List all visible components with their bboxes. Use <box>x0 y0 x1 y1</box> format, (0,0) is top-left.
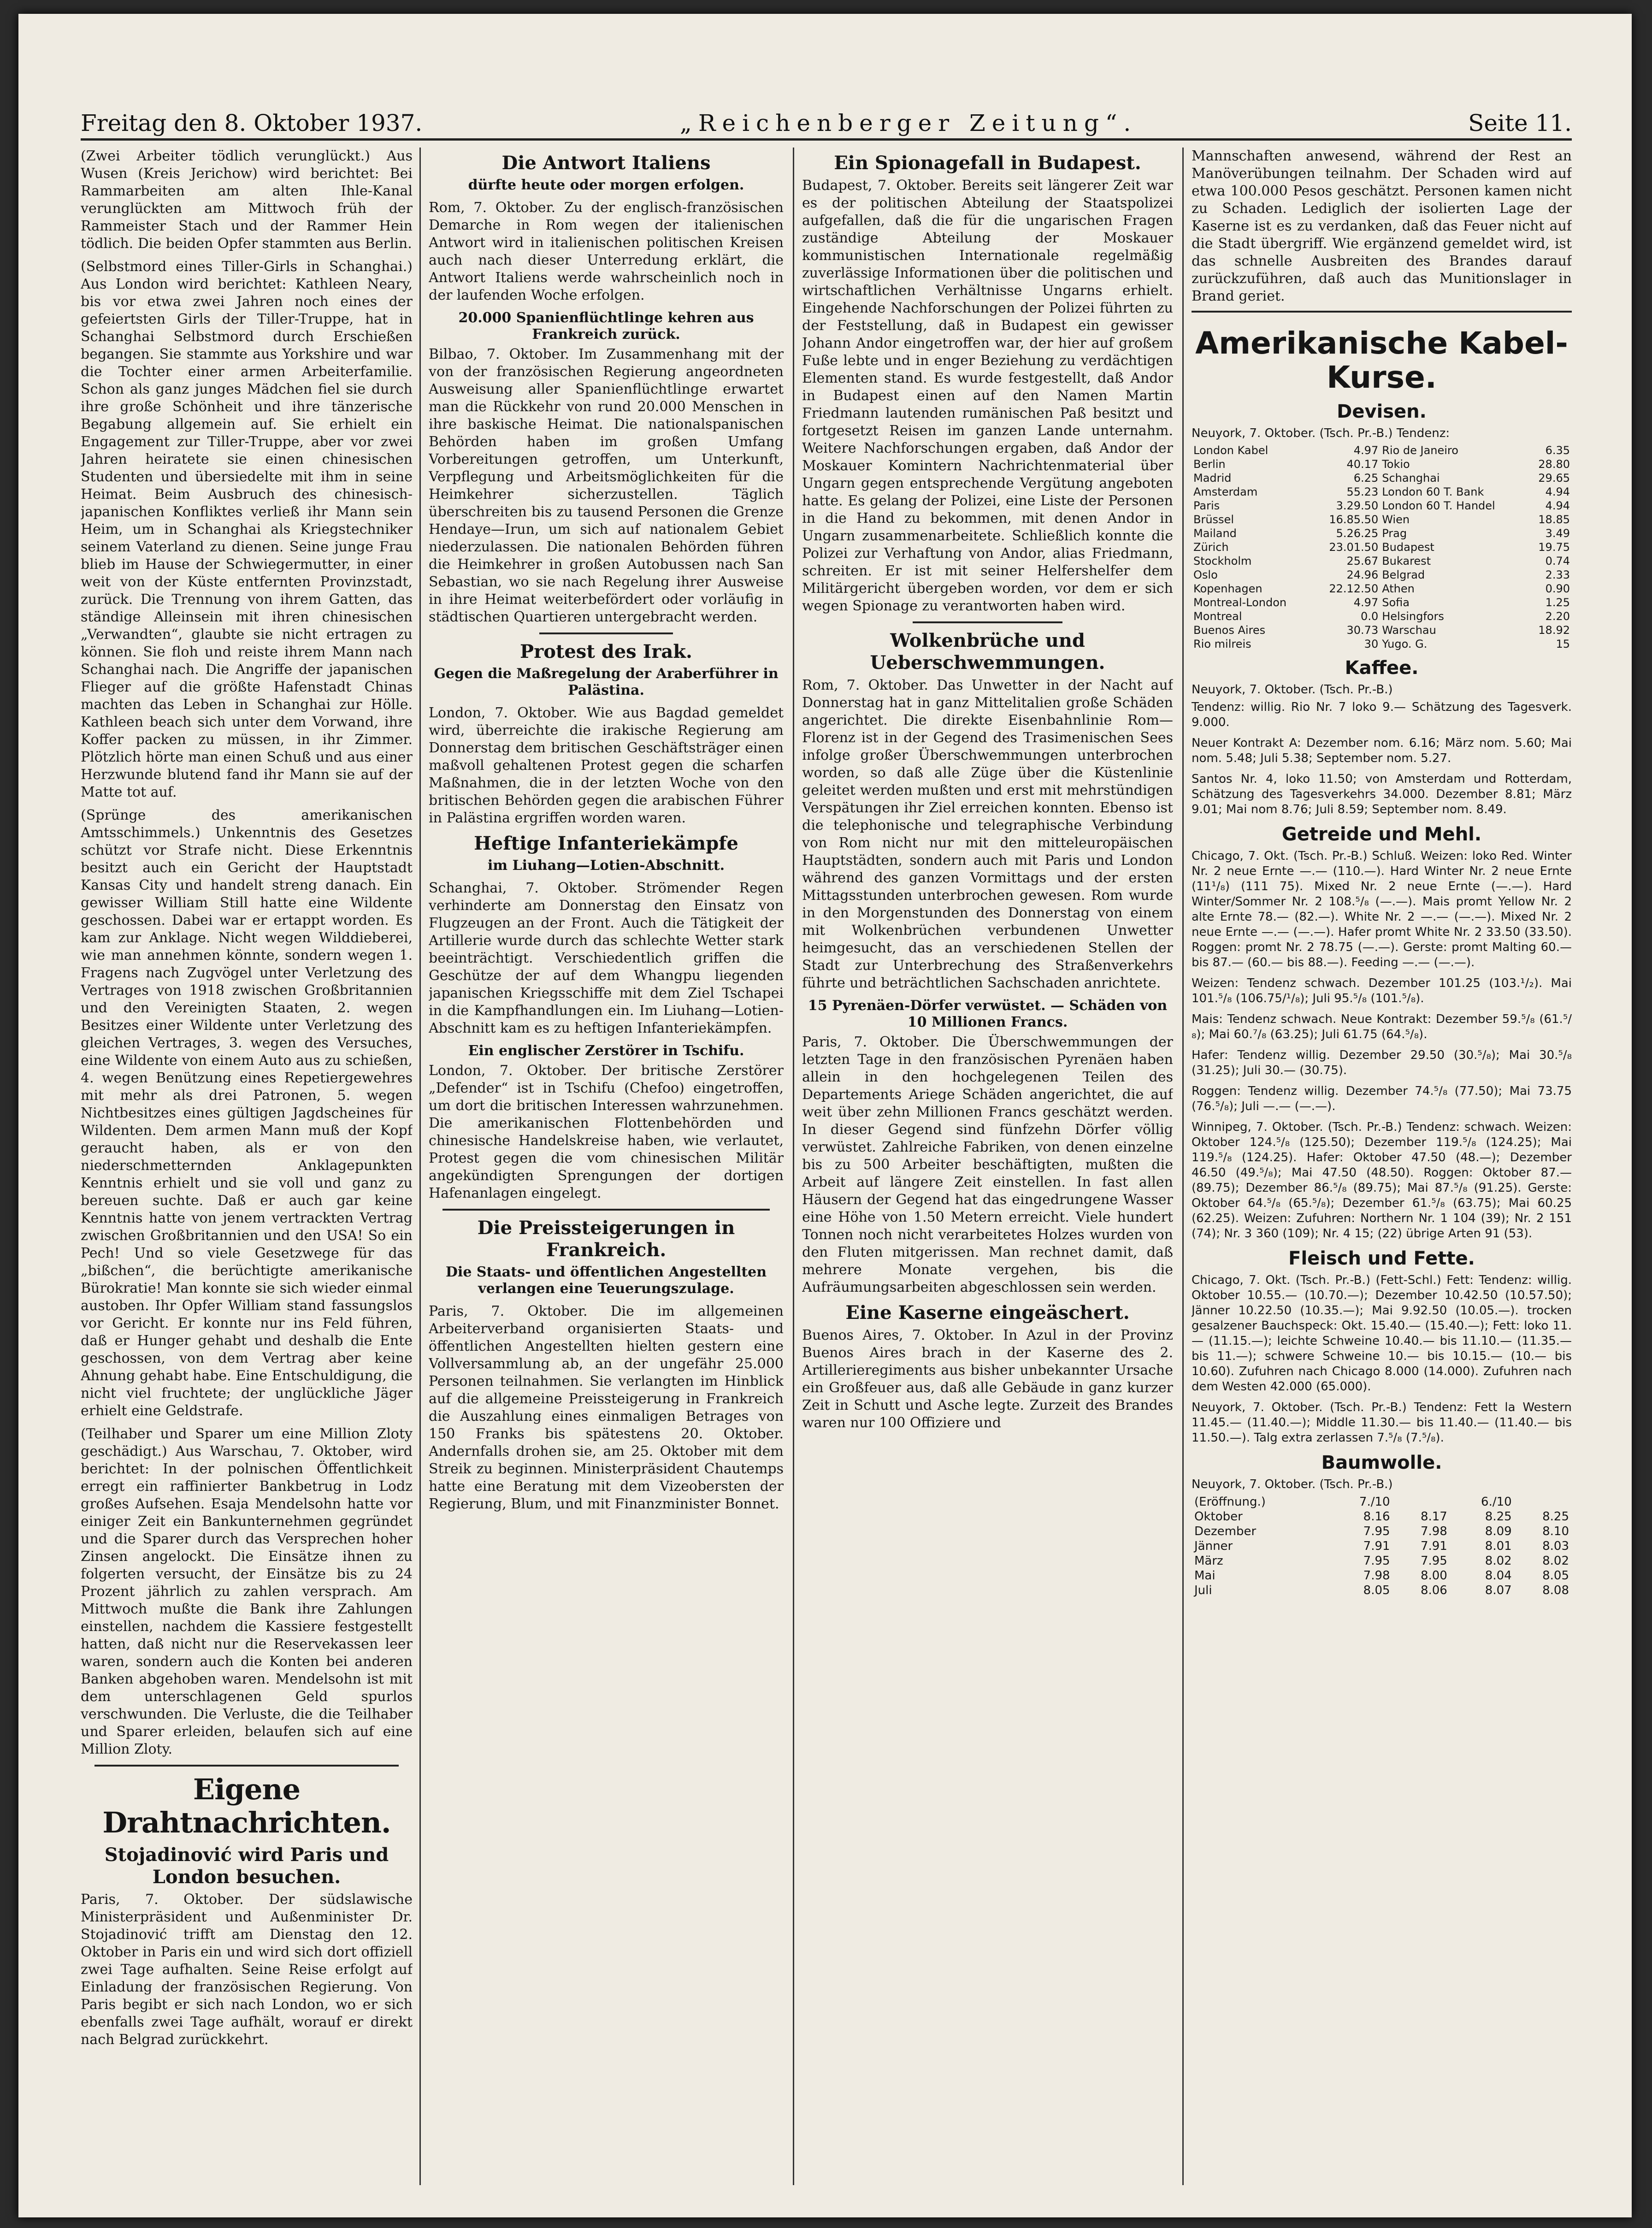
article-text: Mannschaften anwesend, während der Rest an Manöverübungen teilnahm. Der Schaden wird auf etwa 100.000 Pesos geschätzt. Personen kamen nicht zu Schaden. Lediglich der isolierten Lage der Kaserne ist es zu verdanken, daß das Feuer nicht auf die Stadt übergriff. Wie ergänzend gemeldet wird, ist das schnelle Ausbreiten des Brandes darauf zurückzuführen, daß auch das Munitionslager in Brand geriet. <box>1192 148 1572 304</box>
article-text: Buenos Aires, 7. Oktober. In Azul in der Provinz Buenos Aires brach in der Kaserne des 2. Artillerieregiments aus bisher unbekannter Ursache ein Großfeuer aus, daß alle Gebäude in ganz kurzer Zeit in Schutt und Asche legte. Zurzeit des Brandes waren nur 100 Offiziere und <box>802 1327 1173 1431</box>
price-value: 8.25 <box>1485 1510 1512 1524</box>
price-value: 8.00 <box>1420 1569 1447 1583</box>
headline: Heftige Infanteriekämpfe <box>474 833 738 854</box>
headline: Die Preissteigerungen in Frankreich. <box>477 1217 735 1261</box>
column-4 <box>1192 148 1572 2185</box>
column-2 <box>429 148 784 2185</box>
kaffee-header: Neuyork, 7. Oktober. (Tsch. Pr.-B.) <box>1192 683 1393 697</box>
market-text: Winnipeg, 7. Oktober. (Tsch. Pr.-B.) Tendenz: schwach. Weizen: Oktober 124.⁵/₈ (125.50); Dezember 119.⁵/₈ (124.25); Mai 119.⁵/₈ (124.25). Hafer: Oktober 47.50 (48.—); Dezember 46.50 (49.⁵/₈); Mai 47.50 (48.50). Roggen: Oktober 87.— (89.75); Dezember 86.⁵/₈ (89.75); Mai 87.⁵/₈ (91.25). Gerste: Oktober 64.⁵/₈ (65.⁵/₈); Dezember 61.⁵/₈ (63.75); Mai 60.25 (62.25). Weizen: Zufuhren: Northern Nr. 1 104 (39); Nr. 2 151 (74); Nr. 3 360 (109); Nr. 4 15; (22) übrige Arten 91 (53). <box>1192 1120 1572 1241</box>
currency-name: Bukarest <box>1382 555 1431 567</box>
table-row <box>1192 1524 1572 1539</box>
column-header <box>1515 1495 1572 1509</box>
separator <box>1192 311 1572 313</box>
currency-rate: 4.94 <box>1545 499 1570 512</box>
devisen-row <box>1192 596 1572 609</box>
currency-rate: 3.29.50 <box>1336 499 1379 512</box>
article-text: (Selbstmord eines Tiller-Girls in Schanghai.) Aus London wird berichtet: Kathleen Neary, bis vor etwa zwei Jahren noch eines der gefeiertsten Girls der Tiller-Truppe, hat in Schanghai Selbstmord durch Erschießen begangen. Sie stammte aus Yorkshire und war die Tochter einer armen Arbeiterfamilie. Schon als ganz junges Mädchen fiel sie durch ihre große Schönheit und ihre tänzerische Begabung allgemein auf. Sie erhielt ein Engagement zur Tiller-Truppe, aber vor zwei Jahren heiratete sie einen chinesischen Studenten und übersiedelte mit ihm in seine Heimat. Beim Ausbruch des chinesisch-japanischen Konfliktes verließ ihr Mann sein Heim, um in Schanghai als Kriegstechniker seinem Vaterland zu dienen. Seine junge Frau blieb im Hause der Schwiegermutter, in einer weit von der Küste entfernten Provinzstadt, zurück. Die Trennung von ihrem Gatten, das ständige Alleinsein mit ihren chinesischen „Verwandten“, glaubte sie nicht ertragen zu können. Sie floh und reiste ihrem Mann nach Schanghai nach. Die Angriffe der japanischen Flieger auf die größte Hafenstadt Chinas machten das Leben in Schanghai zur Hölle. Kathleen beach sich unter dem Vorwand, ihre Koffer packen zu müssen, in ihr Zimmer. Plötzlich hörte man einen Schuß und aus einer Herzwunde blutend fand ihr Mann sie auf der Matte tot auf. <box>81 259 413 800</box>
currency-name: London 60 T. Handel <box>1382 499 1495 512</box>
headline: Die Antwort Italiens <box>502 152 711 174</box>
devisen-row <box>1192 540 1572 554</box>
currency-name: Berlin <box>1193 458 1226 471</box>
price-value: 8.09 <box>1485 1525 1512 1538</box>
article-text: Paris, 7. Oktober. Die im allgemeinen Arbeiterverband organisierten Staats- und öffentlichen Angestellten hielten gestern eine Vollversammlung ab, an der ungefähr 25.000 Personen teilnahmen. Sie verlangten im Hinblick auf die allgemeine Preissteigerung in Frankreich die Auszahlung eines einmaligen Betrages von 150 Franks bis spätestens 20. Oktober. Andernfalls drohen sie, am 25. Oktober mit dem Streik zu beginnen. Ministerpräsident Chautemps hatte eine Beratung mit dem Vizeobersten der Regierung, Blum, und mit Finanzminister Bonnet. <box>429 1303 784 1512</box>
devisen-row <box>1192 637 1572 651</box>
currency-rate: 6.35 <box>1545 444 1570 457</box>
header-date: Freitag den 8. Oktober 1937. <box>81 110 423 136</box>
table-row <box>1192 1539 1572 1554</box>
devisen-row <box>1192 526 1572 540</box>
column-header: 6./10 <box>1481 1495 1512 1509</box>
article-text: (Sprünge des amerikanischen Amtsschimmels.) Unkenntnis des Gesetzes schützt vor Strafe nicht. Diese Erkenntnis besitzt auch ein Gericht der Hauptstadt Kansas City und handelt streng danach. Ein gewisser William Still hatte eine Wildente geschossen. Dabei war er ertappt worden. Es kam zur Anklage. Nicht wegen Wilddieberei, wie man annehmen könnte, sondern wegen 1. Fragens nach Zugvögel unter Verletzung des Vertrages von 1918 zwischen Großbritannien und den Vereinigten Staaten, 2. wegen Besitzes einer Wildente unter Verletzung des gleichen Vertrages, 3. wegen des Versuches, eine Wildente von einem Auto aus zu schießen, 4. wegen Benützung eines Repetiergewehres mit mehr als drei Patronen, 5. wegen Nichtbesitzes eines gültigen Jagdscheines für Wildenten. Dem armen Mann muß der Kopf geraucht haben, als er von den niederschmetternden Anklagepunkten Kenntnis erhielt und sie voll und ganz zu bereuen suchte. Daß er auch gar keine Kenntnis hatte von jenem vertrackten Vertrag zwischen Großbritannien und den USA! So ein Pech! Und so viele Gesetzwege für das „bißchen“, die berüchtigte amerikanische Bürokratie! Man konnte sie sich wieder einmal austoben. Ihr Opfer William stand fassungslos vor Gericht. Er konnte nur ins Feld führen, daß er Hunger gehabt und deshalb die Ente geschossen, von dem Vertrag aber keine Ahnung gehabt habe. Eine Entschuldigung, die nicht viel fruchtete; der unglückliche Jäger erhielt eine Geldstrafe. <box>81 807 413 1419</box>
column-3 <box>802 148 1173 2185</box>
headline: 20.000 Spanienflüchtlinge kehren aus Frankreich zurück. <box>458 310 754 343</box>
currency-name: Tokio <box>1382 458 1410 471</box>
headline: 15 Pyrenäen-Dörfer verwüstet. — Schäden von 10 Millionen Francs. <box>808 998 1168 1030</box>
subheadline: im Liuhang—Lotien-Abschnitt. <box>487 857 725 874</box>
column-header <box>1393 1495 1450 1509</box>
separator <box>913 621 1062 623</box>
month-label: Oktober <box>1194 1510 1243 1524</box>
currency-name: Budapest <box>1382 541 1434 554</box>
devisen-row <box>1192 554 1572 568</box>
price-value: 8.07 <box>1485 1584 1512 1597</box>
currency-rate: 55.23 <box>1346 485 1379 498</box>
currency-name: Stockholm <box>1193 555 1252 567</box>
fleisch-heading: Fleisch und Fette. <box>1288 1248 1475 1269</box>
price-value: 7.91 <box>1420 1539 1447 1553</box>
price-value: 8.05 <box>1542 1569 1569 1583</box>
currency-rate: 2.33 <box>1545 568 1570 581</box>
market-text: Roggen: Tendenz willig. Dezember 74.⁵/₈ (77.50); Mai 73.75 (76.⁵/₈); Juli —.— (—.—). <box>1192 1084 1572 1113</box>
devisen-row <box>1192 568 1572 582</box>
currency-name: Madrid <box>1193 472 1232 485</box>
article-text: Rom, 7. Oktober. Das Unwetter in der Nacht auf Donnerstag hat in ganz Mittelitalien große Schäden angerichtet. Die direkte Eisenbahnlinie Rom—Florenz ist in der Gegend des Trasimenischen Sees infolge großer Überschwemmungen unterbrochen worden, so daß alle Züge über die Küstenlinie geleitet werden mußten und erst mit mehrstündigen Verspätungen ihr Ziel erreichen konnten. Ebenso ist die telephonische und telegraphische Verbindung von Rom nicht nur mit den mitteleuropäischen Hauptstädten, sondern auch mit Paris und London während des ganzen Vormittags und der ersten Mittagsstunden unterbrochen gewesen. Rom wurde in den Morgenstunden des Donnerstag von einem mit Wolkenbrüchen verbundenen Unwetter heimgesucht, das an verschiedenen Stellen der Stadt zur Unterbrechung des Straßenverkehrs führte und beträchtlichen Sachschaden anrichtete. <box>802 677 1173 991</box>
currency-name: Belgrad <box>1382 568 1425 581</box>
price-value: 7.98 <box>1420 1525 1447 1538</box>
currency-name: Amsterdam <box>1193 485 1258 498</box>
table-row <box>1192 1509 1572 1524</box>
currency-rate: 23.01.50 <box>1329 541 1379 554</box>
price-value: 8.10 <box>1542 1525 1569 1538</box>
currency-rate: 25.67 <box>1346 555 1379 567</box>
price-value: 8.08 <box>1542 1584 1569 1597</box>
article-text: (Zwei Arbeiter tödlich verunglückt.) Aus Wusen (Kreis Jerichow) wird berichtet: Bei Rammarbeiten am alten Ihle-Kanal verunglückten am Mittwoch früh der Rammeister Stach und der Rammer Hein tödlich. Die beiden Opfer stammten aus Berlin. <box>81 148 413 252</box>
headline: Ein englischer Zerstörer in Tschifu. <box>468 1043 744 1059</box>
market-text: Tendenz: willig. Rio Nr. 7 loko 9.— Schätzung des Tagesverk. 9.000. <box>1192 700 1572 729</box>
baumwolle-table <box>1192 1495 1572 1598</box>
column-divider <box>419 148 421 2185</box>
currency-name: Warschau <box>1382 624 1436 637</box>
month-label: Juli <box>1194 1584 1212 1597</box>
currency-name: Schanghai <box>1382 472 1440 485</box>
price-value: 7.95 <box>1363 1554 1390 1568</box>
header-title: „Reichenberger Zeitung“. <box>680 110 1138 136</box>
currency-rate: 16.85.50 <box>1329 513 1379 526</box>
currency-rate: 30 <box>1364 638 1379 650</box>
price-value: 7.95 <box>1363 1525 1390 1538</box>
currency-name: Buenos Aires <box>1193 624 1266 637</box>
currency-name: Paris <box>1193 499 1220 512</box>
market-title: Amerikanische Kabel-Kurse. <box>1195 325 1568 395</box>
currency-name: Montreal-London <box>1193 596 1287 609</box>
currency-rate: 4.97 <box>1353 596 1379 609</box>
devisen-row <box>1192 623 1572 637</box>
price-value: 8.03 <box>1542 1539 1569 1553</box>
table-row <box>1192 1583 1572 1598</box>
currency-rate: 0.0 <box>1361 610 1379 623</box>
currency-name: Rio de Janeiro <box>1382 444 1458 457</box>
price-value: 8.04 <box>1485 1569 1512 1583</box>
baumwolle-heading: Baumwolle. <box>1321 1452 1442 1473</box>
currency-name: London 60 T. Bank <box>1382 485 1484 498</box>
separator <box>94 1765 399 1767</box>
currency-rate: 24.96 <box>1346 568 1379 581</box>
currency-rate: 3.49 <box>1545 527 1570 540</box>
market-text: Chicago, 7. Okt. (Tsch. Pr.-B.) (Fett-Schl.) Fett: Tendenz: willig. Oktober 10.55.— (10.70.—); Dezember 10.42.50 (10.57.50); Jänner 10.22.50 (10.35.—); Mai 9.92.50 (10.05.—). trocken gesalzener Bauchspeck: Okt. 15.40.— (15.40.—); Fett: loko 11.— (11.15.—); leichte Schweine 10.40.— bis 11.10.— (11.35.— bis 11.—); schwere Schweine 10.— bis 10.15.— (10.— bis 10.60). Zufuhren nach Chicago 8.000 (14.000). Zufuhren nach dem Westen 42.000 (65.000). <box>1192 1273 1572 1394</box>
article-text: Paris, 7. Oktober. Der südslawische Ministerpräsident und Außenminister Dr. Stojadinović trifft am Dienstag den 12. Oktober in Paris ein und wird sich dort offiziell zwei Tage aufhalten. Seine Reise erfolgt auf Einladung der französischen Regierung. Von Paris begibt er sich nach London, wo er sich ebenfalls zwei Tage aufhält, worauf er direkt nach Belgrad zurückkehrt. <box>81 1891 413 2048</box>
currency-rate: 2.20 <box>1545 610 1570 623</box>
table-row <box>1192 1554 1572 1568</box>
devisen-row <box>1192 609 1572 623</box>
currency-name: Athen <box>1382 582 1415 595</box>
article-text: (Teilhaber und Sparer um eine Million Zloty geschädigt.) Aus Warschau, 7. Oktober, wird berichtet: In der polnischen Öffentlichkeit erregt ein raffinierter Bankbetrug in Lodz großes Aufsehen. Esaja Mendelsohn hatte vor einiger Zeit ein Bankunternehmen gegründet und die Sparer durch das Versprechen hoher Zinsen angelockt. Die Einsätze ihnen zu folgerten versucht, der Einsätze bis zu 24 Prozent jährlich zu zahlen versprach. Am Mittwoch mußte die Bank ihre Zahlungen einstellen, nachdem die Kassiere festgestellt hatten, daß nicht nur die Reservekassen leer waren, sondern auch die Konten bei anderen Banken abgehoben waren. Mendelsohn ist mit dem unterschlagenen Geld spurlos verschwunden. Die Verluste, die die Teilhaber und Sparer erleiden, belaufen sich auf eine Million Zloty. <box>81 1426 413 1757</box>
currency-rate: 0.90 <box>1545 582 1570 595</box>
baumwolle-header: Neuyork, 7. Oktober. (Tsch. Pr.-B.) <box>1192 1477 1393 1491</box>
column-1 <box>81 148 413 2185</box>
currency-rate: 22.12.50 <box>1329 582 1379 595</box>
header-page-number: Seite 11. <box>1468 110 1572 136</box>
currency-name: London Kabel <box>1193 444 1268 457</box>
devisen-row <box>1192 499 1572 513</box>
price-value: 8.02 <box>1542 1554 1569 1568</box>
headline: Stojadinović wird Paris und London besuchen. <box>104 1844 389 1888</box>
price-value: 8.25 <box>1542 1510 1569 1524</box>
headline: Wolkenbrüche und Ueberschwemmungen. <box>870 630 1105 674</box>
currency-rate: 18.85 <box>1538 513 1570 526</box>
market-text: Chicago, 7. Okt. (Tsch. Pr.-B.) Schluß. Weizen: loko Red. Winter Nr. 2 neue Ernte —.— (110.—). Hard Winter Nr. 2 neue Ernte (11¹/₈) (111 75). Mixed Nr. 2 neue Ernte (—.—). Hard Winter/Sommer Nr. 2 108.⁵/₈ (—.—). Mais promt Yellow Nr. 2 alte Ernte 78.— (82.—). White Nr. 2 —.— (—.—). Mixed Nr. 2 neue Ernte —.— (—.—). Hafer promt White Nr. 2 33.50 (33.50). Roggen: promt Nr. 2 78.75 (—.—). Gerste: promt Malting 60.— bis 87.— (60.— bis 88.—). Feeding —.— (—.—). <box>1192 849 1572 969</box>
price-value: 7.98 <box>1363 1569 1390 1583</box>
devisen-header: Neuyork, 7. Oktober. (Tsch. Pr.-B.) Tendenz: <box>1192 426 1450 440</box>
currency-rate: 30.73 <box>1346 624 1379 637</box>
subheadline: dürfte heute oder morgen erfolgen. <box>468 177 744 193</box>
price-value: 8.02 <box>1485 1554 1512 1568</box>
article-text: Rom, 7. Oktober. Zu der englisch-französischen Demarche in Rom wegen der italienischen Antwort wird in italienischen politischen Kreisen auch nach dieser Unterredung erklärt, die Antwort Italiens werde wahrscheinlich noch in der laufenden Woche erfolgen. <box>429 200 784 303</box>
currency-name: Mailand <box>1193 527 1237 540</box>
column-header: 7./10 <box>1359 1495 1390 1509</box>
article-text: London, 7. Oktober. Wie aus Bagdad gemeldet wird, überreichte die irakische Regierung am Donnerstag dem britischen Geschäftsträger einen maßvoll gehaltenen Protest gegen die scharfen Maßnahmen, die in der letzten Woche von den britischen Behörden gegen die arabischen Führer in Palästina ergriffen worden waren. <box>429 705 784 826</box>
month-label: März <box>1194 1554 1223 1568</box>
price-value: 8.16 <box>1363 1510 1390 1524</box>
price-value: 8.06 <box>1420 1584 1447 1597</box>
article-text: Paris, 7. Oktober. Die Überschwemmungen der letzten Tage in den französischen Pyrenäen haben allein in den hochgelegenen Teilen des Departements Ariege Schäden angerichtet, die auf weit über zehn Millionen Francs geschätzt werden. In dieser Gegend sind fünfzehn Dörfer völlig verwüstet. Zahlreiche Fabriken, von denen einzelne bis zu 500 Arbeiter beschäftigten, mußten die Arbeit auf längere Zeit einstellen. In fast allen Häusern der Gegend hat das eingedrungene Wasser eine Höhe von 1.50 Metern erreicht. Viele hundert Tonnen noch nicht verarbeitetes Holzes wurden von den Fluten mitgerissen. Man rechnet damit, daß mehrere Monate vergehen, bis die Aufräumungsarbeiten abgeschlossen sein werden. <box>802 1034 1173 1295</box>
article-text: London, 7. Oktober. Der britische Zerstörer „Defender“ ist in Tschifu (Chefoo) eingetroffen, um dort die britischen Interessen wahrzunehmen. Die amerikanischen Flottenbehörden und chinesische Handelskreise haben, wie verlautet, Protest gegen die vom chinesischen Militär angekündigten Sprengungen der dortigen Hafenanlagen eingelegt. <box>429 1063 784 1201</box>
market-text: Hafer: Tendenz willig. Dezember 29.50 (30.⁵/₈); Mai 30.⁵/₈ (31.25); Juli 30.— (30.75). <box>1192 1048 1572 1077</box>
currency-name: Brüssel <box>1193 513 1234 526</box>
currency-rate: 18.92 <box>1538 624 1570 637</box>
currency-rate: 1.25 <box>1545 596 1570 609</box>
currency-rate: 6.25 <box>1353 472 1379 485</box>
devisen-row <box>1192 471 1572 485</box>
currency-rate: 29.65 <box>1538 472 1570 485</box>
currency-rate: 4.94 <box>1545 485 1570 498</box>
currency-rate: 19.75 <box>1538 541 1570 554</box>
subheadline: Gegen die Maßregelung der Araberführer in Palästina. <box>434 666 779 698</box>
market-text: Mais: Tendenz schwach. Neue Kontrakt: Dezember 59.⁵/₈ (61.⁵/₈); Mai 60.⁷/₈ (63.25); Juli 61.75 (64.⁵/₈). <box>1192 1012 1572 1041</box>
currency-name: Oslo <box>1193 568 1218 581</box>
month-label: Mai <box>1194 1569 1215 1583</box>
month-label: Jänner <box>1194 1539 1233 1553</box>
currency-rate: 5.26.25 <box>1336 527 1379 540</box>
currency-name: Kopenhagen <box>1193 582 1263 595</box>
devisen-row <box>1192 485 1572 499</box>
devisen-row <box>1192 443 1572 457</box>
market-text: Neuer Kontrakt A: Dezember nom. 6.16; März nom. 5.60; Mai nom. 5.48; Juli 5.38; September nom. 5.27. <box>1192 736 1572 765</box>
headline: Eine Kaserne eingeäschert. <box>845 1302 1130 1324</box>
currency-rate: 4.97 <box>1353 444 1379 457</box>
section-heading: Eigene Drahtnachrichten. <box>102 1773 391 1839</box>
column-divider <box>793 148 794 2185</box>
price-value: 8.17 <box>1420 1510 1447 1524</box>
page-header <box>81 106 1572 141</box>
devisen-row <box>1192 513 1572 526</box>
newspaper-page <box>18 14 1632 2217</box>
market-text: Neuyork, 7. Oktober. (Tsch. Pr.-B.) Tendenz: Fett la Western 11.45.— (11.40.—); Middle 11.30.— bis 11.40.— (11.40.— bis 11.50.—). Talg extra zerlassen 7.⁵/₈ (7.⁵/₈). <box>1192 1401 1572 1445</box>
currency-name: Yugo. G. <box>1382 638 1428 650</box>
month-label: Dezember <box>1194 1525 1257 1538</box>
kaffee-heading: Kaffee. <box>1345 657 1419 679</box>
currency-name: Helsingfors <box>1382 610 1444 623</box>
currency-name: Prag <box>1382 527 1407 540</box>
devisen-row <box>1192 457 1572 471</box>
price-value: 8.05 <box>1363 1584 1390 1597</box>
column-header: (Eröffnung.) <box>1194 1495 1266 1509</box>
currency-rate: 40.17 <box>1346 458 1379 471</box>
currency-rate: 28.80 <box>1538 458 1570 471</box>
currency-name: Zürich <box>1193 541 1229 554</box>
article-text: Budapest, 7. Oktober. Bereits seit längerer Zeit war es der politischen Abteilung der Staatspolizei aufgefallen, daß die für die ungarischen Fragen zuständige Abteilung der Moskauer kommunistischen Internationale regelmäßig zuverlässige Informationen über die politischen und wirtschaftlichen Verhältnisse Ungarns erhielt. Eingehende Nachforschungen der Polizei führten zu der Feststellung, daß in Budapest ein gewisser Johann Andor eingetroffen war, der hier auf großem Fuße lebte und in enger Beziehung zu verdächtigen Elementen stand. Es wurde festgestellt, daß Andor in Budapest einen auf den Namen Martin Friedmann lautenden rumänischen Paß besitzt und fortgesetzt Reisen im ganzen Lande unternahm. Weitere Nachforschungen ergaben, daß Andor der Moskauer Komintern Nachrichtenmaterial über Ungarn gegen entsprechende Vergütung angeboten hatte. Es gelang der Polizei, eine Liste der Personen in die Hand zu bekommen, mit denen Andor in Ungarn zusammenarbeitete. Schließlich konnte die Polizei zur Verhaftung von Andor, alias Friedmann, schreiten. Er ist mit seiner Helfershelfer dem Militärgericht übergeben worden, vor dem er sich wegen Spionage zu verantworten haben wird. <box>802 177 1173 614</box>
headline: Ein Spionagefall in Budapest. <box>834 152 1141 174</box>
price-value: 7.95 <box>1420 1554 1447 1568</box>
devisen-row <box>1192 582 1572 596</box>
separator <box>442 1209 770 1211</box>
market-text: Santos Nr. 4, loko 11.50; von Amsterdam und Rotterdam, Schätzung des Tagesverkehrs 34.000. Dezember 8.81; März 9.01; Mai nom 8.76; Juli 8.59; September nom. 8.49. <box>1192 772 1572 816</box>
subheadline: Die Staats- und öffentlichen Angestellten verlangen eine Teuerungszulage. <box>445 1264 767 1297</box>
getreide-heading: Getreide und Mehl. <box>1281 824 1482 845</box>
currency-rate: 15 <box>1556 638 1570 650</box>
devisen-table <box>1192 443 1572 651</box>
table-row <box>1192 1568 1572 1583</box>
headline: Protest des Irak. <box>520 641 692 662</box>
devisen-heading: Devisen. <box>1337 401 1427 422</box>
currency-name: Sofia <box>1382 596 1410 609</box>
currency-name: Rio milreis <box>1193 638 1251 650</box>
price-value: 8.01 <box>1485 1539 1512 1553</box>
currency-name: Montreal <box>1193 610 1242 623</box>
article-text: Schanghai, 7. Oktober. Strömender Regen verhinderte am Donnerstag den Einsatz von Flugzeugen an der Front. Auch die Tätigkeit der Artillerie wurde durch das schlechte Wetter stark beeinträchtigt. Verschiedentlich griffen die Geschütze der auf dem Whangpu liegenden japanischen Kriegsschiffe mit dem Ziel Tschapei in die Kampfhandlungen ein. Im Liuhang—Lotien-Abschnitt kam es zu heftigen Infanteriekämpfen. <box>429 880 784 1036</box>
separator <box>539 632 673 634</box>
market-text: Weizen: Tendenz schwach. Dezember 101.25 (103.¹/₂). Mai 101.⁵/₈ (106.75/¹/₈); Juli 95.⁵/₈ (101.⁵/₈). <box>1192 976 1572 1005</box>
currency-rate: 0.74 <box>1545 555 1570 567</box>
currency-name: Wien <box>1382 513 1410 526</box>
article-text: Bilbao, 7. Oktober. Im Zusammenhang mit der von der französischen Regierung angeordneten Ausweisung aller Spanienflüchtlinge erwartet man die Rückkehr von rund 20.000 Menschen in ihre baskische Heimat. Die nationalspanischen Behörden haben im großen Umfang Vorbereitungen getroffen, um Unterkunft, Verpflegung und Arbeitsmöglichkeiten für die Heimkehrer sicherzustellen. Täglich überschreiten bis zu tausend Personen die Grenze Hendaye—Irun, um sich auf nationalem Gebiet niederzulassen. Die nationalen Behörden führen die Heimkehrer in großen Autobussen nach San Sebastian, wo sie nach Regelung ihrer Ausweise in ihre Heimat weiterbefördert oder vorläufig in städtischen Quartieren untergebracht werden. <box>429 346 784 625</box>
price-value: 7.91 <box>1363 1539 1390 1553</box>
column-divider <box>1182 148 1184 2185</box>
